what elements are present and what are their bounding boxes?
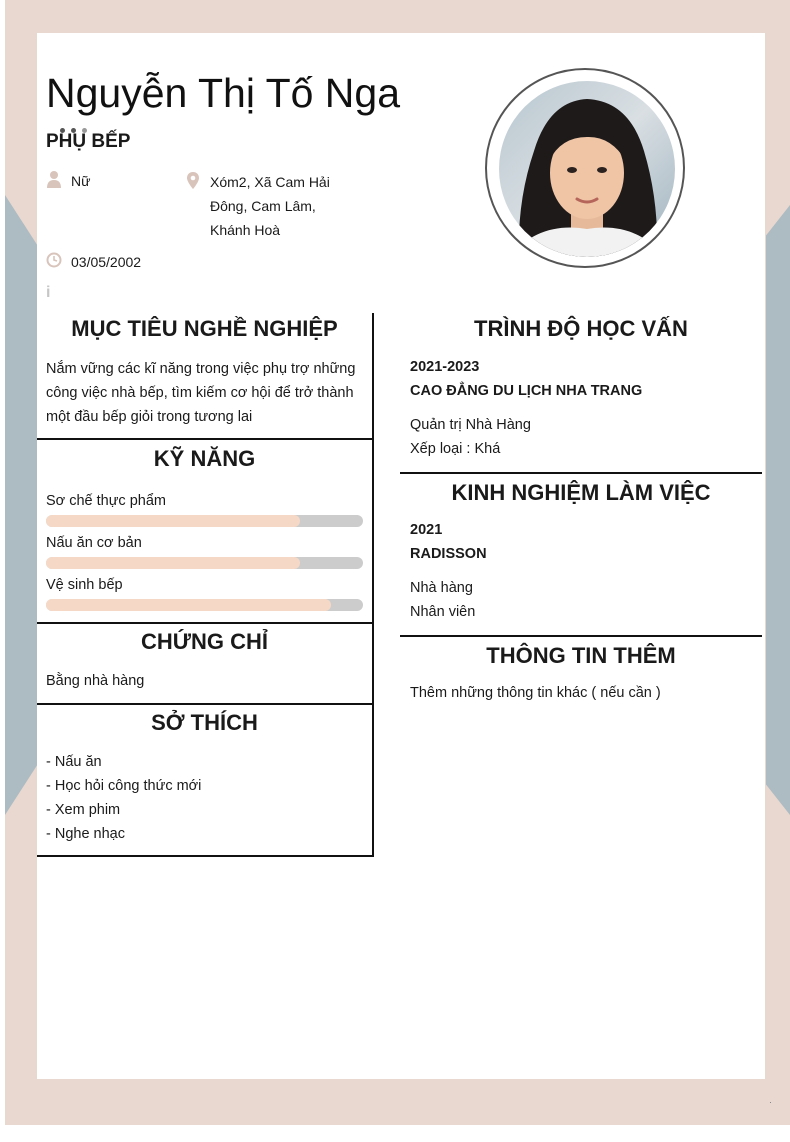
experience-department: Nhà hàng <box>410 580 473 596</box>
location-pin-icon <box>185 171 201 191</box>
experience-period: 2021 <box>410 522 443 538</box>
section-divider <box>400 635 762 637</box>
certificate-item: Bằng nhà hàng <box>46 673 145 689</box>
education-grade: Xếp loại : Khá <box>410 441 501 457</box>
experience-heading: KINH NGHIỆM LÀM VIỆC <box>451 480 711 505</box>
hobbies-heading: SỞ THÍCH <box>151 710 258 735</box>
extra-info-heading: THÔNG TIN THÊM <box>486 643 676 668</box>
skill-bar-fill-2 <box>46 557 300 569</box>
education-period: 2021-2023 <box>410 359 480 375</box>
skill-label-3: Vệ sinh bếp <box>46 577 123 593</box>
certificates-heading: CHỨNG CHỈ <box>140 629 269 654</box>
objective-line-2: công việc nhà bếp, tìm kiếm cơ hội để trở thành <box>46 385 354 401</box>
candidate-name: Nguyễn Thị Tố Nga <box>46 70 401 116</box>
hobby-item: - Học hỏi công thức mới <box>46 778 202 794</box>
person-icon <box>46 170 62 190</box>
job-title: PHỤ BẾP <box>46 131 131 152</box>
hobby-item: - Nghe nhạc <box>46 826 125 842</box>
gender-row <box>46 170 166 194</box>
career-objective-text <box>46 357 355 429</box>
address-value <box>210 170 330 242</box>
skills-heading: KỸ NĂNG <box>153 446 256 471</box>
address-row <box>185 171 355 243</box>
corner-mark <box>770 1102 771 1103</box>
skill-bar-2 <box>46 557 363 569</box>
extra-info-text: Thêm những thông tin khác ( nếu cần ) <box>410 685 661 701</box>
hobby-item: - Nấu ăn <box>46 754 102 770</box>
objective-line-3: một đầu bếp giỏi trong tương lai <box>46 409 253 425</box>
skill-label-1: Sơ chế thực phẩm <box>46 493 166 509</box>
experience-position: Nhân viên <box>410 604 476 620</box>
hobbies-list <box>46 750 201 846</box>
birthdate-row <box>46 251 246 275</box>
column-divider <box>372 313 374 857</box>
section-divider <box>37 855 374 857</box>
profile-photo <box>499 81 675 257</box>
school-name: CAO ĐẲNG DU LỊCH NHA TRANG <box>410 383 643 399</box>
clock-icon <box>46 251 62 271</box>
hobby-item: - Xem phim <box>46 802 121 818</box>
skill-bar-fill-1 <box>46 515 300 527</box>
education-major: Quản trị Nhà Hàng <box>410 417 531 433</box>
right-accent-shape <box>766 205 790 815</box>
skill-label-2: Nấu ăn cơ bản <box>46 535 142 551</box>
career-objective-heading: MỤC TIÊU NGHỀ NGHIỆP <box>71 316 338 341</box>
skill-bar-3 <box>46 599 363 611</box>
education-heading: TRÌNH ĐỘ HỌC VẤN <box>474 316 688 341</box>
objective-line-1: Nắm vững các kĩ năng trong việc phụ trợ những <box>46 361 356 377</box>
section-divider <box>37 622 373 624</box>
skill-bar-1 <box>46 515 363 527</box>
left-accent-shape <box>5 195 37 815</box>
section-divider <box>37 703 373 705</box>
section-divider <box>400 472 762 474</box>
birthdate-value: 03/05/2002 <box>71 254 142 270</box>
address-line-1: Xóm2, Xã Cam Hải <box>210 174 330 190</box>
section-divider <box>37 438 373 440</box>
address-line-2: Đông, Cam Lâm, <box>210 198 316 214</box>
skill-bar-fill-3 <box>46 599 331 611</box>
info-icon: i <box>46 284 51 301</box>
address-line-3: Khánh Hoà <box>210 222 281 238</box>
gender-value: Nữ <box>71 173 91 189</box>
company-name: RADISSON <box>410 546 487 562</box>
